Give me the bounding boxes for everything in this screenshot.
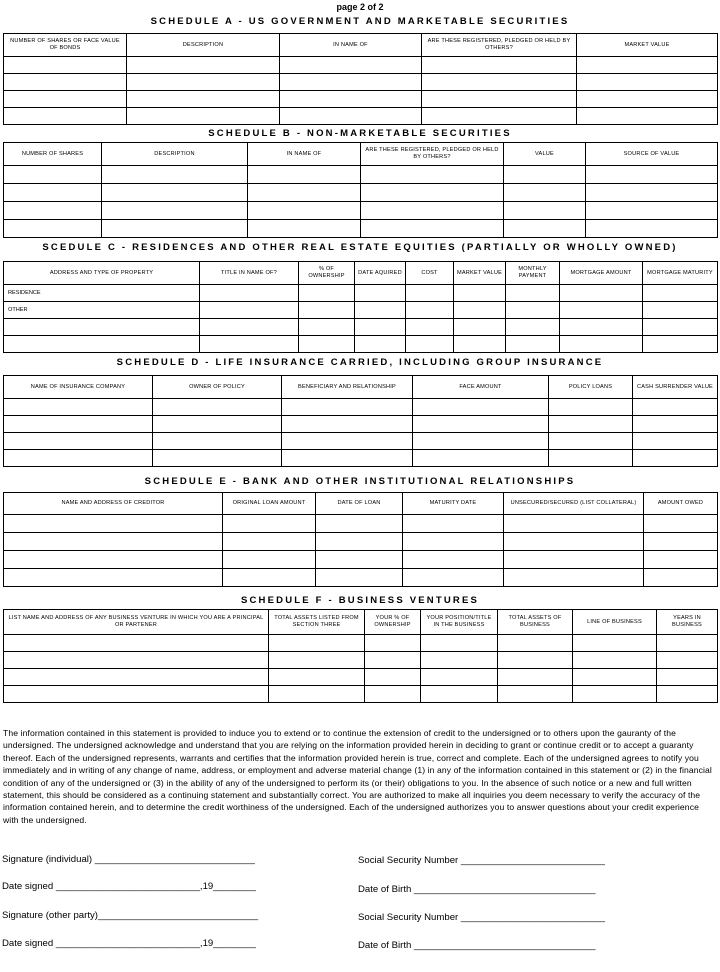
ssn-line-2[interactable]: Social Security Number ___________________________ bbox=[358, 912, 605, 923]
cell-input[interactable] bbox=[248, 166, 361, 184]
cell-input[interactable] bbox=[643, 336, 718, 353]
cell-input[interactable] bbox=[365, 669, 421, 686]
column-header: MATURITY DATE bbox=[403, 493, 504, 515]
cell-input[interactable] bbox=[422, 91, 577, 108]
cell-input[interactable] bbox=[355, 285, 406, 302]
table-row bbox=[4, 74, 718, 91]
table-row bbox=[4, 166, 718, 184]
cell-input[interactable] bbox=[422, 108, 577, 125]
cell-input[interactable] bbox=[4, 433, 153, 450]
cell-input[interactable] bbox=[422, 74, 577, 91]
column-header: DESCRIPTION bbox=[127, 34, 280, 57]
cell-input[interactable] bbox=[504, 533, 644, 551]
cell-input[interactable] bbox=[454, 319, 506, 336]
cell-input[interactable] bbox=[577, 91, 718, 108]
cell-input[interactable] bbox=[506, 302, 560, 319]
page-number: page 2 of 2 bbox=[336, 2, 384, 12]
column-header: NAME AND ADDRESS OF CREDITOR bbox=[4, 493, 223, 515]
cell-input[interactable] bbox=[223, 533, 316, 551]
cell-input[interactable] bbox=[657, 669, 718, 686]
column-header: ORIGINAL LOAN AMOUNT bbox=[223, 493, 316, 515]
table-row bbox=[4, 108, 718, 125]
cell-input[interactable] bbox=[316, 551, 403, 569]
cell-input[interactable] bbox=[586, 184, 718, 202]
cell-input[interactable] bbox=[403, 533, 504, 551]
table-row bbox=[4, 184, 718, 202]
cell-input[interactable] bbox=[454, 336, 506, 353]
cell-input[interactable] bbox=[549, 416, 633, 433]
cell-input[interactable] bbox=[299, 336, 355, 353]
table-row bbox=[4, 399, 718, 416]
table-row bbox=[4, 450, 718, 467]
column-header: YEARS IN BUSINESS bbox=[657, 610, 718, 635]
cell-input[interactable] bbox=[299, 319, 355, 336]
cell-input[interactable] bbox=[4, 515, 223, 533]
cell-input[interactable] bbox=[498, 652, 573, 669]
schedule-c-table bbox=[3, 261, 718, 353]
cell-input[interactable] bbox=[586, 166, 718, 184]
cell-input[interactable] bbox=[269, 686, 365, 703]
cell-input[interactable] bbox=[200, 285, 299, 302]
cell-input[interactable] bbox=[316, 569, 403, 587]
cell-input[interactable] bbox=[633, 433, 718, 450]
cell-input[interactable] bbox=[560, 319, 643, 336]
cell-input[interactable] bbox=[657, 686, 718, 703]
table-row bbox=[4, 302, 718, 319]
cell-input[interactable] bbox=[4, 74, 127, 91]
cell-input[interactable] bbox=[573, 686, 657, 703]
column-header: YOUR POSITION/TITLE IN THE BUSINESS bbox=[421, 610, 498, 635]
cell-input[interactable] bbox=[573, 635, 657, 652]
cell-input[interactable] bbox=[403, 551, 504, 569]
column-header: POLICY LOANS bbox=[549, 376, 633, 399]
cell-input[interactable] bbox=[316, 533, 403, 551]
column-header: DATE AQUIRED bbox=[355, 262, 406, 285]
table-row bbox=[4, 57, 718, 74]
column-header: IN NAME OF bbox=[248, 143, 361, 166]
cell-input[interactable] bbox=[4, 569, 223, 587]
table-row bbox=[4, 285, 718, 302]
cell-input[interactable] bbox=[657, 652, 718, 669]
column-header: CASH SURRENDER VALUE bbox=[633, 376, 718, 399]
cell-input[interactable] bbox=[4, 635, 269, 652]
cell-input[interactable] bbox=[506, 336, 560, 353]
cell-input[interactable] bbox=[280, 108, 422, 125]
cell-input[interactable] bbox=[316, 515, 403, 533]
cell-input[interactable] bbox=[577, 74, 718, 91]
cell-input[interactable] bbox=[282, 399, 413, 416]
table-row bbox=[4, 220, 718, 238]
table-row bbox=[4, 433, 718, 450]
cell-input[interactable] bbox=[586, 202, 718, 220]
cell-input[interactable] bbox=[127, 108, 280, 125]
column-header: NAME OF INSURANCE COMPANY bbox=[4, 376, 153, 399]
cell-input[interactable] bbox=[504, 515, 644, 533]
cell-input[interactable] bbox=[549, 450, 633, 467]
table-row bbox=[4, 533, 718, 551]
table-row bbox=[4, 416, 718, 433]
cell-input[interactable] bbox=[573, 652, 657, 669]
column-header: TOTAL ASSETS OF BUSINESS bbox=[498, 610, 573, 635]
cell-input[interactable] bbox=[153, 450, 282, 467]
date-of-birth-line-1[interactable]: Date of Birth __________________________________ bbox=[358, 884, 596, 895]
cell-input[interactable] bbox=[633, 399, 718, 416]
table-row bbox=[4, 91, 718, 108]
cell-input[interactable] bbox=[560, 302, 643, 319]
cell-input[interactable] bbox=[633, 450, 718, 467]
cell-input[interactable] bbox=[413, 433, 549, 450]
cell-input[interactable] bbox=[573, 669, 657, 686]
cell-input[interactable] bbox=[4, 399, 153, 416]
column-header: DESCRIPTION bbox=[102, 143, 248, 166]
column-header: VALUE bbox=[504, 143, 586, 166]
cell-input[interactable] bbox=[406, 285, 454, 302]
column-header: TOTAL ASSETS LISTED FROM SECTION THREE bbox=[269, 610, 365, 635]
schedule-e-title: SCHEDULE E - BANK AND OTHER INSTITUTIONAL RELATIONSHIPS bbox=[144, 476, 576, 487]
cell-input[interactable] bbox=[421, 635, 498, 652]
schedule-e-table bbox=[3, 492, 718, 587]
cell-input[interactable] bbox=[361, 184, 504, 202]
cell-input[interactable] bbox=[282, 450, 413, 467]
cell-input[interactable] bbox=[355, 319, 406, 336]
cell-input[interactable] bbox=[365, 652, 421, 669]
cell-input[interactable] bbox=[223, 515, 316, 533]
cell-input[interactable] bbox=[361, 166, 504, 184]
cell-input[interactable] bbox=[365, 635, 421, 652]
schedule-a-title: SCHEDULE A - US GOVERNMENT AND MARKETABLE SECURITIES bbox=[150, 16, 570, 27]
column-header: AMOUNT OWED bbox=[644, 493, 718, 515]
cell-input[interactable] bbox=[633, 416, 718, 433]
cell-input[interactable] bbox=[413, 399, 549, 416]
cell-input[interactable] bbox=[506, 285, 560, 302]
cell-input[interactable] bbox=[280, 74, 422, 91]
cell-input[interactable] bbox=[269, 652, 365, 669]
date-signed-line-2[interactable]: Date signed ___________________________,19________ bbox=[2, 938, 256, 949]
cell-input[interactable] bbox=[355, 336, 406, 353]
column-header: ADDRESS AND TYPE OF PROPERTY bbox=[4, 262, 200, 285]
column-header: BENEFICIARY AND RELATIONSHIP bbox=[282, 376, 413, 399]
cell-input[interactable] bbox=[644, 533, 718, 551]
cell-input[interactable] bbox=[549, 433, 633, 450]
cell-input[interactable] bbox=[299, 302, 355, 319]
cell-input[interactable] bbox=[454, 285, 506, 302]
cell-input[interactable] bbox=[4, 91, 127, 108]
cell-input[interactable] bbox=[223, 569, 316, 587]
cell-input[interactable] bbox=[4, 450, 153, 467]
column-header: ARE THESE REGISTERED, PLEDGED OR HELD BY OTHERS? bbox=[361, 143, 504, 166]
cell-input[interactable] bbox=[248, 202, 361, 220]
cell-input[interactable] bbox=[644, 551, 718, 569]
column-header: SOURCE OF VALUE bbox=[586, 143, 718, 166]
column-header: MORTGAGE AMOUNT bbox=[560, 262, 643, 285]
cell-input[interactable] bbox=[4, 202, 102, 220]
column-header: DATE OF LOAN bbox=[316, 493, 403, 515]
cell-input[interactable] bbox=[421, 686, 498, 703]
cell-input[interactable] bbox=[421, 669, 498, 686]
cell-input[interactable] bbox=[102, 184, 248, 202]
cell-input[interactable] bbox=[577, 108, 718, 125]
cell-input[interactable] bbox=[504, 166, 586, 184]
column-header: ARE THESE REGISTERED, PLEDGED OR HELD BY OTHERS? bbox=[422, 34, 577, 57]
cell-input[interactable] bbox=[643, 319, 718, 336]
table-row bbox=[4, 669, 718, 686]
cell-input[interactable] bbox=[4, 416, 153, 433]
cell-input[interactable] bbox=[299, 285, 355, 302]
cell-input[interactable] bbox=[4, 108, 127, 125]
cell-input[interactable] bbox=[504, 184, 586, 202]
cell-input[interactable] bbox=[498, 669, 573, 686]
cell-input[interactable] bbox=[127, 91, 280, 108]
cell-input[interactable] bbox=[153, 399, 282, 416]
cell-input[interactable] bbox=[127, 57, 280, 74]
column-header: MARKET VALUE bbox=[454, 262, 506, 285]
table-row bbox=[4, 635, 718, 652]
cell-input[interactable] bbox=[644, 569, 718, 587]
cell-input[interactable] bbox=[644, 515, 718, 533]
column-header: UNSECURED/SECURED (LIST COLLATERAL) bbox=[504, 493, 644, 515]
schedule-f-table bbox=[3, 609, 718, 703]
cell-input[interactable] bbox=[153, 433, 282, 450]
table-row bbox=[4, 202, 718, 220]
schedule-b-table bbox=[3, 142, 718, 238]
cell-input[interactable] bbox=[560, 336, 643, 353]
table-row bbox=[4, 686, 718, 703]
cell-input[interactable] bbox=[406, 319, 454, 336]
table-row bbox=[4, 336, 718, 353]
cell-input[interactable] bbox=[421, 652, 498, 669]
table-row bbox=[4, 515, 718, 533]
cell-input[interactable] bbox=[549, 399, 633, 416]
cell-input[interactable] bbox=[153, 416, 282, 433]
cell-input[interactable] bbox=[504, 569, 644, 587]
cell-input[interactable] bbox=[4, 652, 269, 669]
cell-input[interactable] bbox=[102, 202, 248, 220]
cell-input[interactable] bbox=[200, 319, 299, 336]
cell-input[interactable] bbox=[127, 74, 280, 91]
column-header: IN NAME OF bbox=[280, 34, 422, 57]
cell-input[interactable] bbox=[280, 91, 422, 108]
cell-input[interactable] bbox=[577, 57, 718, 74]
cell-input[interactable] bbox=[506, 319, 560, 336]
cell-input[interactable] bbox=[200, 302, 299, 319]
cell-input[interactable] bbox=[586, 220, 718, 238]
cell-input[interactable] bbox=[4, 336, 200, 353]
row-label: OTHER bbox=[4, 302, 200, 319]
cell-input[interactable] bbox=[403, 569, 504, 587]
schedule-b-title: SCHEDULE B - NON-MARKETABLE SECURITIES bbox=[208, 128, 512, 139]
cell-input[interactable] bbox=[355, 302, 406, 319]
column-header: MORTGAGE MATURITY bbox=[643, 262, 718, 285]
cell-input[interactable] bbox=[4, 533, 223, 551]
cell-input[interactable] bbox=[282, 416, 413, 433]
cell-input[interactable] bbox=[4, 319, 200, 336]
cell-input[interactable] bbox=[643, 302, 718, 319]
table-row bbox=[4, 569, 718, 587]
column-header: COST bbox=[406, 262, 454, 285]
cell-input[interactable] bbox=[657, 635, 718, 652]
column-header: MONTHLY PAYMENT bbox=[506, 262, 560, 285]
cell-input[interactable] bbox=[560, 285, 643, 302]
signature-individual-line[interactable]: Signature (individual) ______________________________ bbox=[2, 854, 255, 865]
cell-input[interactable] bbox=[4, 669, 269, 686]
cell-input[interactable] bbox=[280, 57, 422, 74]
column-header: OWNER OF POLICY bbox=[153, 376, 282, 399]
cell-input[interactable] bbox=[504, 202, 586, 220]
column-header: YOUR % OF OWNERSHIP bbox=[365, 610, 421, 635]
column-header: TITLE IN NAME OF? bbox=[200, 262, 299, 285]
schedule-f-title: SCHEDULE F - BUSINESS VENTURES bbox=[240, 595, 480, 606]
cell-input[interactable] bbox=[504, 220, 586, 238]
cell-input[interactable] bbox=[223, 551, 316, 569]
cell-input[interactable] bbox=[200, 336, 299, 353]
cell-input[interactable] bbox=[4, 686, 269, 703]
schedule-a-table bbox=[3, 33, 718, 125]
cell-input[interactable] bbox=[403, 515, 504, 533]
column-header: % OF OWNERSHIP bbox=[299, 262, 355, 285]
column-header: FACE AMOUNT bbox=[413, 376, 549, 399]
table-row bbox=[4, 319, 718, 336]
cell-input[interactable] bbox=[422, 57, 577, 74]
cell-input[interactable] bbox=[406, 336, 454, 353]
date-signed-line-1[interactable]: Date signed ___________________________,19________ bbox=[2, 881, 256, 892]
cell-input[interactable] bbox=[498, 635, 573, 652]
cell-input[interactable] bbox=[413, 450, 549, 467]
cell-input[interactable] bbox=[361, 202, 504, 220]
schedule-d-title: SCHEDULE D - LIFE INSURANCE CARRIED, INCLUDING GROUP INSURANCE bbox=[116, 357, 604, 368]
cell-input[interactable] bbox=[248, 184, 361, 202]
cell-input[interactable] bbox=[4, 166, 102, 184]
column-header: NUMBER OF SHARES OR FACE VALUE OF BONDS bbox=[4, 34, 127, 57]
cell-input[interactable] bbox=[282, 433, 413, 450]
cell-input[interactable] bbox=[248, 220, 361, 238]
cell-input[interactable] bbox=[102, 220, 248, 238]
cell-input[interactable] bbox=[269, 635, 365, 652]
signature-other-party-line[interactable]: Signature (other party)______________________________ bbox=[2, 910, 259, 921]
cell-input[interactable] bbox=[4, 220, 102, 238]
cell-input[interactable] bbox=[269, 669, 365, 686]
schedule-c-title: SCEDULE C - RESIDENCES AND OTHER REAL ESTATE EQUITIES (PARTIALLY OR WHOLLY OWNED) bbox=[42, 242, 678, 253]
cell-input[interactable] bbox=[454, 302, 506, 319]
row-label: RESIDENCE bbox=[4, 285, 200, 302]
cell-input[interactable] bbox=[643, 285, 718, 302]
ssn-line-1[interactable]: Social Security Number ___________________________ bbox=[358, 855, 605, 866]
column-header: LINE OF BUSINESS bbox=[573, 610, 657, 635]
cell-input[interactable] bbox=[365, 686, 421, 703]
table-row bbox=[4, 652, 718, 669]
table-row bbox=[4, 551, 718, 569]
schedule-d-table bbox=[3, 375, 718, 467]
cell-input[interactable] bbox=[413, 416, 549, 433]
cell-input[interactable] bbox=[498, 686, 573, 703]
cell-input[interactable] bbox=[102, 166, 248, 184]
cell-input[interactable] bbox=[361, 220, 504, 238]
date-of-birth-line-2[interactable]: Date of Birth __________________________________ bbox=[358, 940, 596, 951]
cell-input[interactable] bbox=[504, 551, 644, 569]
cell-input[interactable] bbox=[4, 184, 102, 202]
disclaimer-paragraph: The information contained in this statement is provided to induce you to extend or to continue the extension of credit to the undersigned or to others upon the gauranty of the undersigned. The undersigned acknowledge and understand that you are relying on the information provided herein in deciding to grant or continue credit or to accept a guaranty thereof. Each of the undersigned represents, warrants and certifies that the information provided herein is true, correct and complete. Each of the undersigned agrees to notify you immediately and in writing of any change of name, address, or employment and adverse material change (1) in any of the information contained in this statement or (2) in the financial condition of any of the undersigned or (3) in the ability of any of the undersigned to perform its (or their) obligations to you. In the absence of such notice or a new and full written statement, this should be considered as a continuing statement and substantially correct. You are authorized to make all inquiries you deem necessary to verify the accuracy of the information contained herein, and to determine the credit worthiness of the undersigned. Each of the undersigned authorizes you to answer questions about your credit experience with the undersigned. bbox=[3, 728, 712, 825]
cell-input[interactable] bbox=[406, 302, 454, 319]
column-header: NUMBER OF SHARES bbox=[4, 143, 102, 166]
cell-input[interactable] bbox=[4, 57, 127, 74]
column-header: LIST NAME AND ADDRESS OF ANY BUSINESS VENTURE IN WHICH YOU ARE A PRINCIPAL OR PARTENER bbox=[4, 610, 269, 635]
cell-input[interactable] bbox=[4, 551, 223, 569]
column-header: MARKET VALUE bbox=[577, 34, 718, 57]
